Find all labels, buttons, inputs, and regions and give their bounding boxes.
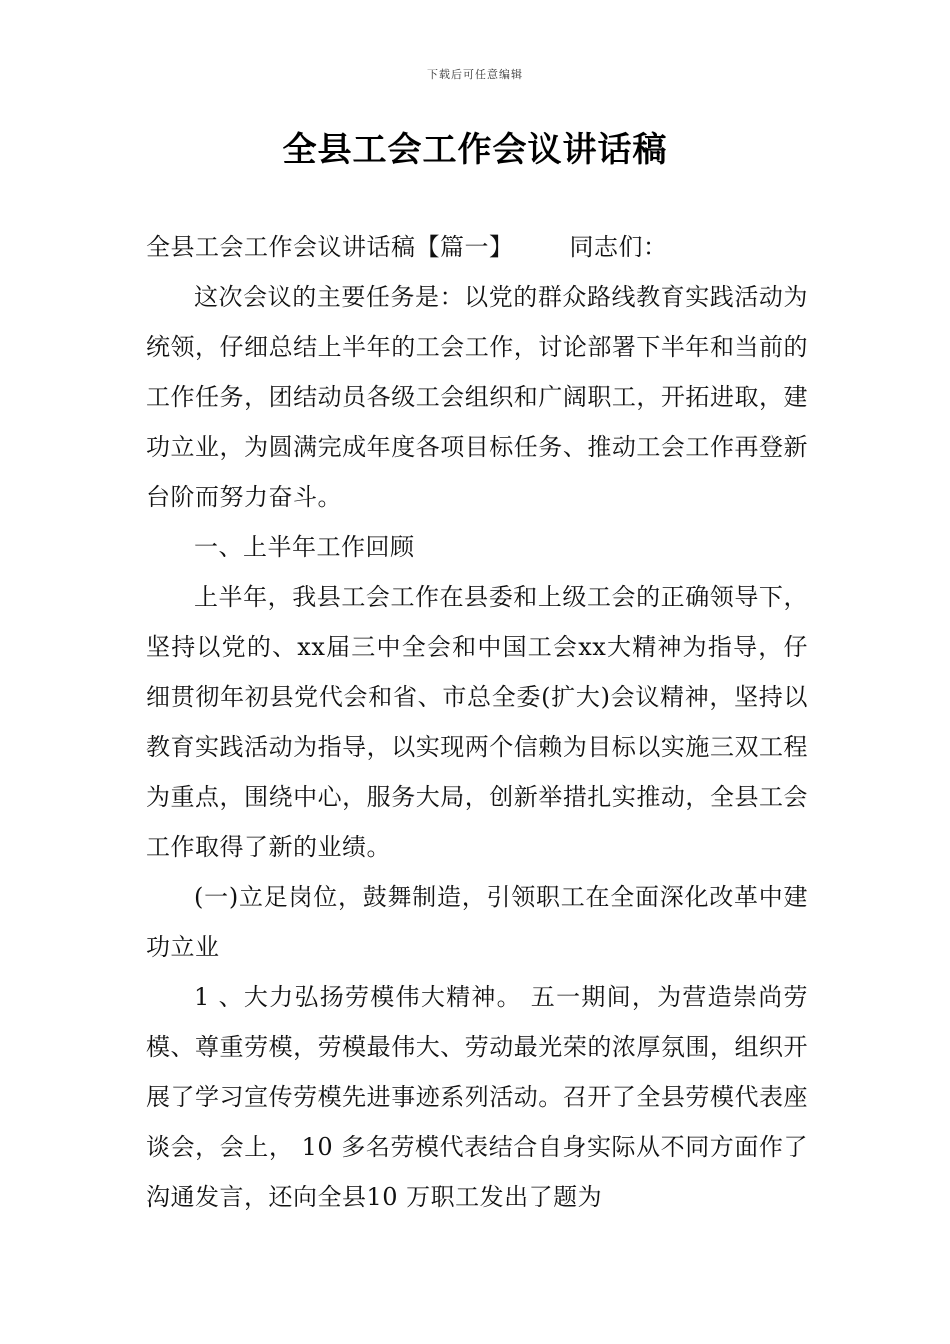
salutation: 同志们： [569,233,668,261]
paragraph-model-workers: 1 、大力弘扬劳模伟大精神。 五一期间，为营造崇尚劳模、尊重劳模，劳模最伟大、劳动最光荣的浓厚氛围，组织开展了学习宣传劳模先进事迹系列活动。召开了全县劳模代表座谈会，会上， 10 多名劳模代表结合自身实际从不同方面作了沟通发言，还向全县10 万职工发出了题为 [146,983,808,1211]
document-body [146,222,808,1222]
intro-title: 全县工会工作会议讲话稿【篇一】 [146,233,514,261]
paragraph-review: 上半年，我县工会工作在县委和上级工会的正确领导下，坚持以党的、xx届三中全会和中国工会xx大精神为指导，仔细贯彻年初县党代会和省、市总全委(扩大)会议精神，坚持以教育实践活动为指导，以实现两个信赖为目标以实施三双工程为重点，围绕中心，服务大局，创新举措扎实推动，全县工会工作取得了新的业绩。 [146,583,808,861]
document-title: 全县工会工作会议讲话稿 [282,130,668,170]
paragraph-tasks: 这次会议的主要任务是：以党的群众路线教育实践活动为统领，仔细总结上半年的工会工作，讨论部署下半年和当前的工作任务，团结动员各级工会组织和广阔职工，开拓进取，建功立业，为圆满完成年度各项目标任务、推动工会工作再登新台阶而努力奋斗。 [146,283,808,511]
header-note: 下载后可任意编辑 [427,68,523,81]
subsection-heading-1: (一)立足岗位，鼓舞制造，引领职工在全面深化改革中建功立业 [146,883,808,961]
intro-line [146,222,808,272]
section-heading-review: 一、上半年工作回顾 [194,533,415,561]
